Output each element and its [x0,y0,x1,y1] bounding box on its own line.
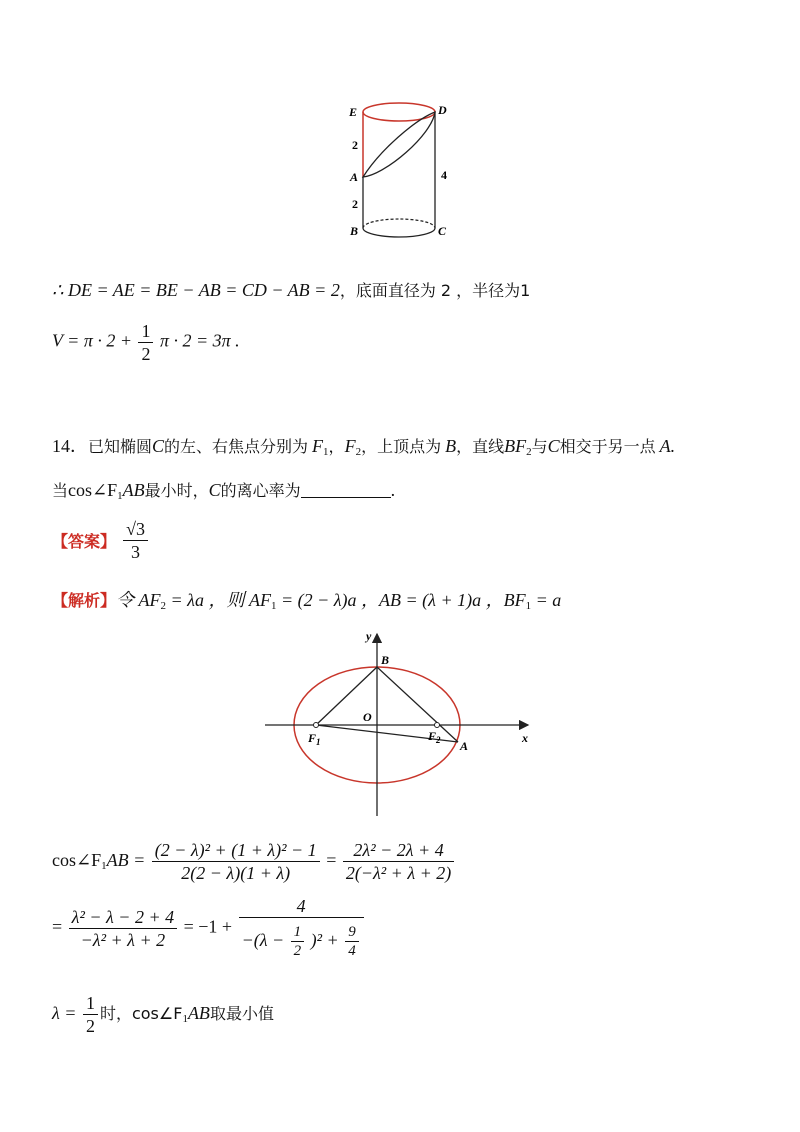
eq-2: = [52,916,63,937]
var-AB: AB [122,480,145,500]
point-F1 [314,723,319,728]
frac3-den: −λ² + λ + 2 [80,930,166,950]
frac2-den: 2(−λ² + λ + 2) [345,863,452,884]
last-lhs: λ = [52,1003,77,1023]
cos-angle: cos∠F [68,480,118,500]
problem-text-2a: 当 [52,481,69,500]
frac4-den-b: )² + [310,930,339,950]
volume-frac-den: 2 [141,344,151,364]
derivation-line-1 [52,835,456,891]
derivation-line-2 [52,895,366,962]
label-A: A [350,170,359,184]
therefore-cn: ，底面直径为 2 ，半径为1 [339,281,531,300]
answer-blank [301,479,391,498]
volume-lhs: V = π · 2 + [52,330,132,351]
volume-rhs: π · 2 = 3π . [159,330,240,351]
frac3-num: λ² − λ − 2 + 4 [69,906,177,929]
problem-line-1 [52,434,675,464]
point-F2 [435,723,440,728]
label-x: x [522,731,528,745]
frac2-num: 2λ² − 2λ + 4 [343,839,454,862]
cos-lhs: cos∠F [52,850,102,870]
label-A: A [460,739,469,753]
label-B: B [381,653,390,667]
volume-line [52,320,240,365]
last-cn: 时，cos∠F [99,1004,183,1023]
frac4-den-a: −(λ − [241,930,285,950]
answer-label: 【答案】 [52,532,117,551]
sub-1d: 1 [270,600,277,612]
cylinder-bottom-front [363,228,435,237]
var-A: A. [659,436,676,456]
frac4-num: 4 [239,895,364,918]
volume-frac-num: 1 [138,320,153,343]
frac1-den: 2(2 − λ)(1 + λ) [181,863,291,884]
var-C3: C [208,480,221,500]
var-B: B [445,436,457,456]
cos-lhs2: AB = [106,850,146,870]
last-ab: AB [187,1003,210,1023]
analysis-c: = (2 − λ)a ，AB = (λ + 1)a ，BF [276,590,526,610]
last-num: 1 [83,992,98,1015]
last-tail: 取最小值 [209,1004,274,1023]
var-BF2: BF [504,436,527,456]
label-E: E [349,105,358,119]
analysis-b: = λa ，则 AF [166,590,271,610]
problem-text-2b: 最小时， [144,481,209,500]
analysis-a: 令 AF [116,590,161,610]
therefore-expr: ∴ DE = AE = BE − AB = CD − AB = 2 [52,280,340,300]
label-D: D [438,103,447,117]
var-C2: C [547,436,560,456]
analysis-d: = a [531,590,562,610]
label-B: B [350,224,359,238]
problem-number: 14． [52,436,88,456]
label-O: O [363,710,372,724]
answer-row [52,518,150,563]
last-den: 2 [85,1016,95,1037]
analysis-label: 【解析】 [52,591,117,610]
analysis-line [52,588,561,618]
label-n4: 4 [441,168,447,182]
label-F1: $F_1$ [308,731,321,747]
frac4-den [239,918,364,962]
sub-2c: 2 [160,600,167,612]
mid-expr: = −1 + [183,916,233,937]
cylinder-top-ellipse [363,103,435,121]
comma: ， [328,437,345,456]
sub-1e: 1 [525,600,532,612]
label-n2a: 2 [352,138,358,152]
ninequarter-num: 9 [345,923,359,942]
sub-1g: 1 [182,1013,188,1025]
frac1-num: (2 − λ)² + (1 + λ)² − 1 [152,839,320,862]
sub-1c: 1 [117,490,123,502]
problem-text-1c: ，上顶点为 [361,437,442,456]
sub-1f: 1 [101,860,107,872]
var-C: C [152,436,165,456]
sub-1: 1 [323,446,329,458]
half-den: 2 [293,943,302,960]
problem-text-1e: 与 [531,437,548,456]
problem-text-1a: 已知椭圆 [88,437,153,456]
var-F1: F [312,436,324,456]
therefore-line [52,278,530,303]
eq-1: = [326,850,337,870]
cylinder-bottom-back [363,219,435,228]
cylinder-figure [340,95,460,255]
period: . [390,480,396,500]
answer-den: 3 [131,542,141,562]
derivation-line-3 [52,988,274,1044]
problem-text-1f: 相交于另一点 [559,437,656,456]
label-n2b: 2 [352,197,358,211]
half-num: 1 [291,923,305,942]
problem-text-2c: 的离心率为 [220,481,301,500]
answer-num: √3 [123,518,148,541]
ninequarter-den: 4 [348,943,356,960]
label-y: y [366,629,372,643]
problem-line-2 [52,478,395,508]
ellipse-figure [260,628,540,818]
var-F2: F [344,436,356,456]
problem-text-1b: 的左、右焦点分别为 [164,437,309,456]
label-F2: $F_2$ [428,729,441,745]
problem-text-1d: ，直线 [456,437,505,456]
segment-BA [377,667,458,742]
sub-2: 2 [355,446,362,458]
sub-2b: 2 [526,446,532,458]
label-C: C [438,224,447,238]
